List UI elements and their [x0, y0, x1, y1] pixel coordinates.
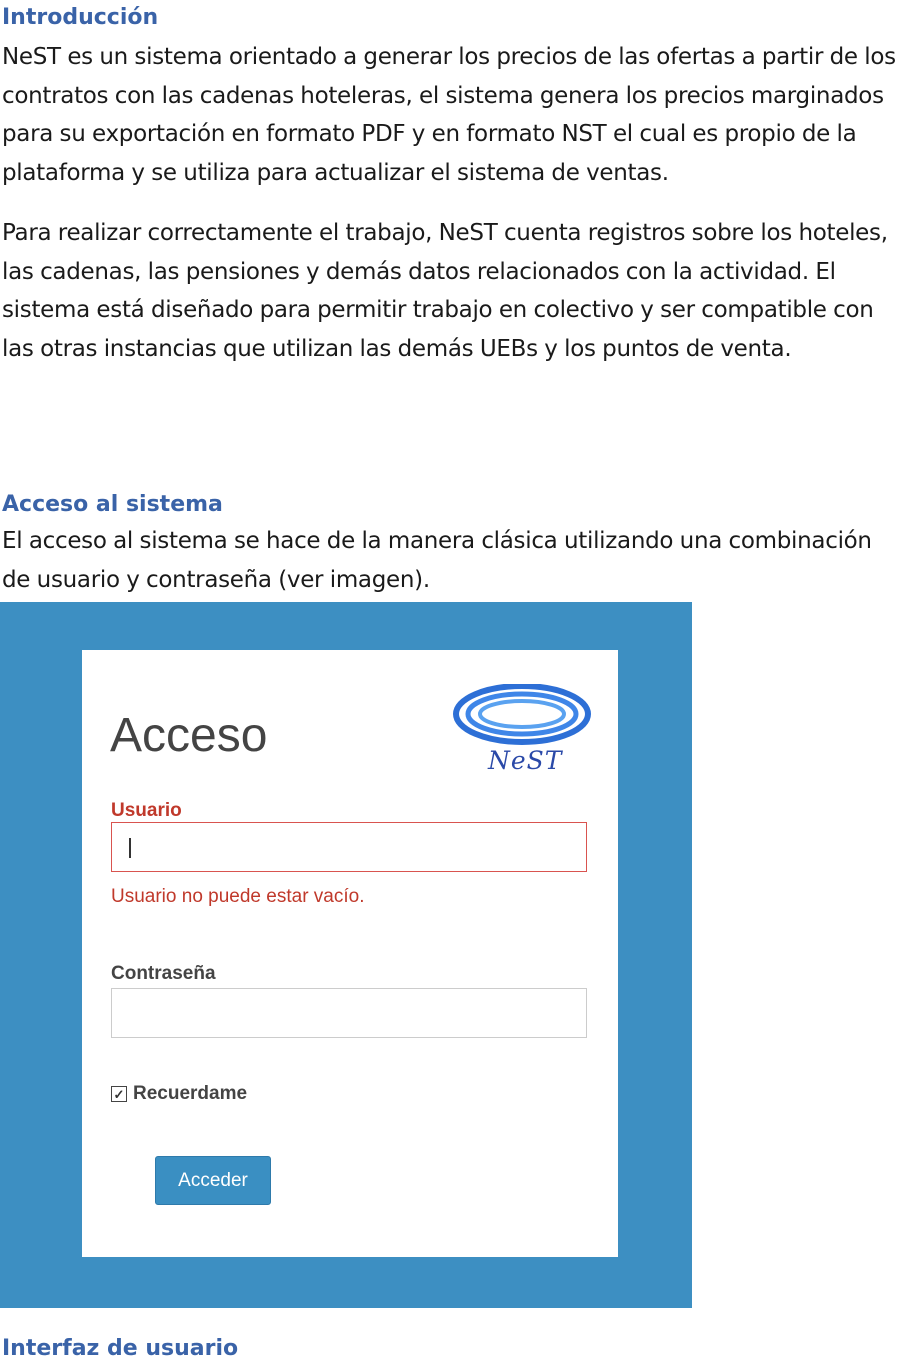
login-card: [82, 650, 618, 1257]
username-input[interactable]: [111, 822, 587, 872]
login-screenshot-panel: [0, 602, 692, 1308]
access-paragraph: El acceso al sistema se hace de la manera clásica utilizando una combinación de usuario y contraseña (ver imagen).: [2, 528, 872, 593]
intro-paragraph-2: Para realizar correctamente el trabajo, NeST cuenta registros sobre los hoteles, las cadenas, las pensiones y demás datos relacionados con la actividad. El sistema está diseñado para permitir trabajo en colectivo y ser compatible con las otras instancias que utilizan las demás UEBs y los puntos de venta.: [2, 220, 888, 362]
password-input[interactable]: [111, 988, 587, 1038]
username-error-message: Usuario no puede estar vacío.: [111, 886, 365, 907]
text-cursor: [129, 838, 131, 858]
remember-me-label: Recuerdame: [133, 1083, 248, 1104]
section-heading-access: Acceso al sistema: [2, 492, 223, 517]
section-heading-user-interface: Interfaz de usuario: [2, 1336, 239, 1361]
remember-me-toggle[interactable]: [111, 1083, 247, 1105]
login-button[interactable]: Acceder: [155, 1156, 271, 1205]
username-label: Usuario: [111, 800, 182, 821]
login-title: Acceso: [110, 709, 268, 762]
intro-paragraph-1: NeST es un sistema orientado a generar los precios de las ofertas a partir de los contratos con las cadenas hoteleras, el sistema genera los precios marginados para su exportación en formato PDF y en formato NST el cual es propio de la plataforma y se utiliza para actualizar el sistema de ventas.: [2, 44, 896, 186]
password-label: Contraseña: [111, 963, 216, 984]
checkbox-checked-icon[interactable]: ✓: [111, 1086, 127, 1102]
section-heading-introduction: Introducción: [2, 5, 159, 30]
logo-text: NeST: [488, 746, 563, 775]
